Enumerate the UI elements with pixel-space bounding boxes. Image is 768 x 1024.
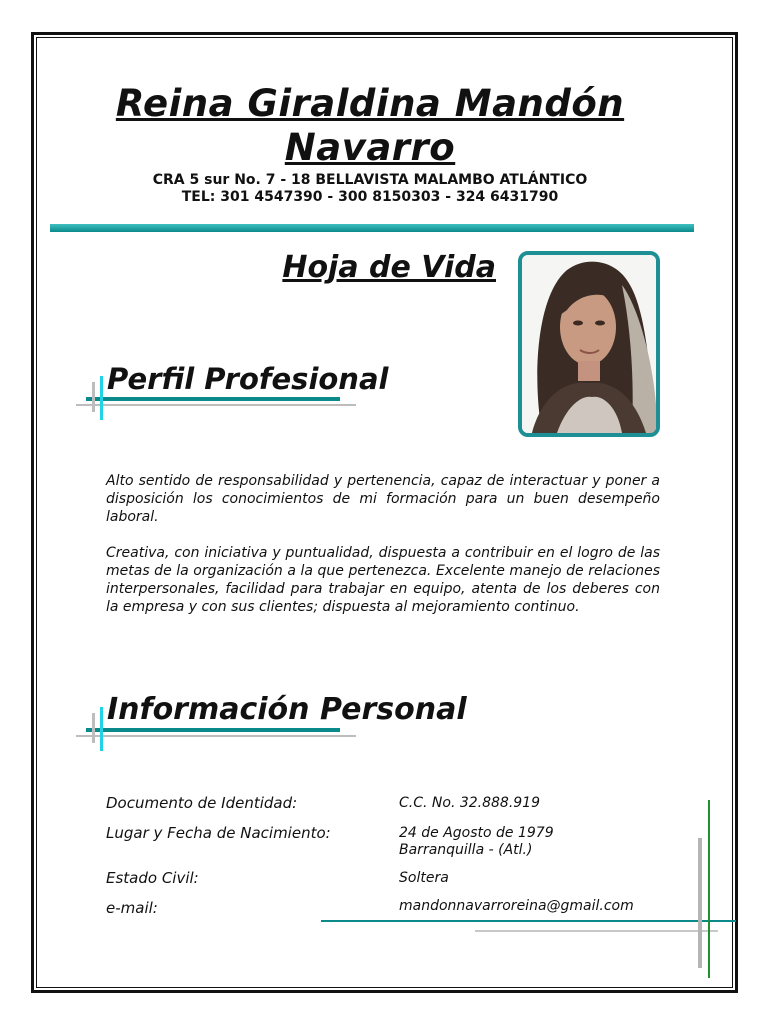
birth-value-date: 24 de Agosto de 1979 bbox=[399, 825, 554, 841]
perfil-paragraph-1: Alto sentido de responsabilidad y pertenencia, capaz de interactuar y poner a disposición los conocimientos de mi formación para un buen desempeño laboral. bbox=[106, 473, 660, 525]
section-rule-teal bbox=[86, 728, 340, 732]
doc-value: C.C. No. 32.888.919 bbox=[399, 795, 540, 811]
name-line-1: Reina Giraldina Mandón bbox=[115, 82, 625, 125]
section-tick-gray bbox=[92, 382, 95, 412]
footer-vline-gray bbox=[698, 838, 702, 968]
email-value[interactable]: mandonnavarroreina@gmail.com bbox=[399, 898, 634, 914]
section-tick-cyan bbox=[100, 376, 103, 420]
header-divider bbox=[50, 224, 694, 232]
birth-value-place: Barranquilla - (Atl.) bbox=[399, 842, 533, 858]
name-line-2: Navarro bbox=[284, 126, 456, 169]
document-title: Hoja de Vida bbox=[282, 250, 496, 285]
profile-photo bbox=[518, 251, 660, 437]
doc-label: Documento de Identidad: bbox=[106, 794, 298, 812]
phones: TEL: 301 4547390 - 300 8150303 - 324 6431790 bbox=[181, 189, 559, 205]
section-rule-gray bbox=[76, 735, 356, 737]
section-heading-perfil: Perfil Profesional bbox=[107, 362, 389, 396]
section-tick-cyan bbox=[100, 707, 103, 751]
address: CRA 5 sur No. 7 - 18 BELLAVISTA MALAMBO ATLÁNTICO bbox=[152, 172, 588, 188]
birth-label: Lugar y Fecha de Nacimiento: bbox=[106, 824, 331, 842]
section-heading-info: Información Personal bbox=[107, 692, 467, 727]
portrait-photo-icon bbox=[522, 255, 656, 433]
civil-label: Estado Civil: bbox=[106, 869, 199, 887]
civil-value: Soltera bbox=[399, 870, 449, 886]
section-tick-gray bbox=[92, 713, 95, 743]
footer-rule-teal bbox=[321, 920, 736, 922]
email-label: e-mail: bbox=[106, 899, 158, 917]
footer-vline-green bbox=[708, 800, 710, 978]
footer-rule-gray bbox=[475, 930, 718, 932]
section-rule-teal bbox=[86, 397, 340, 401]
perfil-paragraph-2: Creativa, con iniciativa y puntualidad, dispuesta a contribuir en el logro de las metas de la organización a la que pertenezca. Excelente manejo de relaciones interpersonales, facilidad para trabajar en equipo, atenta de los deberes con la empresa y con sus clientes; dispuesta al mejoramiento continuo. bbox=[106, 545, 660, 615]
section-rule-gray bbox=[76, 404, 356, 406]
